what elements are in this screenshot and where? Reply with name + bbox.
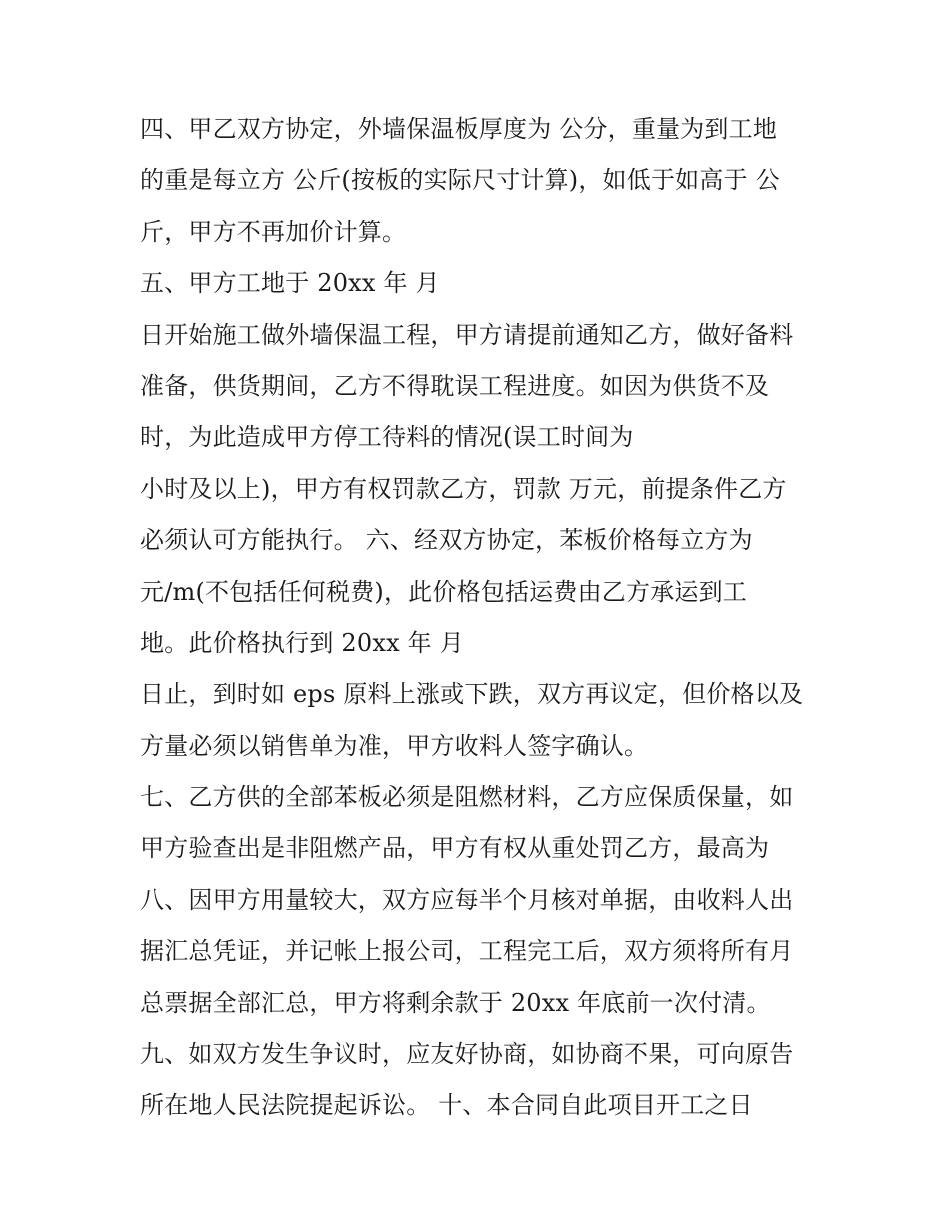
text-line: 方量必须以销售单为准，甲方收料人签字确认。 (140, 731, 649, 760)
text-line: 九、如双方发生争议时，应友好协商，如协商不果，可向原告 (140, 1040, 794, 1069)
text-line: 斤，甲方不再加价计算。 (140, 217, 407, 246)
text-line: 七、乙方供的全部苯板必须是阻燃材料，乙方应保质保量，如 (140, 783, 794, 812)
text-line: 日开始施工做外墙保温工程，甲方请提前通知乙方，做好备料 (140, 320, 794, 349)
text-line: 四、甲乙双方协定，外墙保温板厚度为 公分，重量为到工地 (140, 115, 778, 143)
text-line: 元/m(不包括任何税费)，此价格包括运费由乙方承运到工 (140, 577, 747, 606)
text-line: 准备，供货期间，乙方不得耽误工程进度。如因为供货不及 (140, 371, 770, 400)
text-line: 必须认可方能执行。 六、经双方协定，苯板价格每立方为 (140, 526, 753, 555)
text-line: 总票据全部汇总，甲方将剩余款于 20xx 年底前一次付清。 (140, 988, 771, 1017)
contract-text (140, 104, 830, 1132)
text-line: 的重是每立方 公斤(按板的实际尺寸计算)，如低于如高于 公 (140, 166, 780, 195)
text-line: 五、甲方工地于 20xx 年 月 (140, 269, 440, 298)
text-line: 日止，到时如 eps 原料上涨或下跌，双方再议定，但价格以及 (140, 680, 804, 709)
text-line: 所在地人民法院提起诉讼。 十、本合同自此项目开工之日 (140, 1091, 753, 1120)
text-line: 小时及以上)，甲方有权罚款乙方，罚款 万元，前提条件乙方 (140, 474, 787, 503)
text-line: 甲方验查出是非阻燃产品，甲方有权从重处罚乙方，最高为 (140, 834, 770, 863)
text-line: 地。此价格执行到 20xx 年 月 (140, 628, 464, 657)
text-line: 八、因甲方用量较大，双方应每半个月核对单据，由收料人出 (140, 885, 794, 914)
text-line: 时，为此造成甲方停工待料的情况(误工时间为 (140, 423, 634, 452)
text-line: 据汇总凭证，并记帐上报公司，工程完工后，双方须将所有月 (140, 937, 794, 966)
